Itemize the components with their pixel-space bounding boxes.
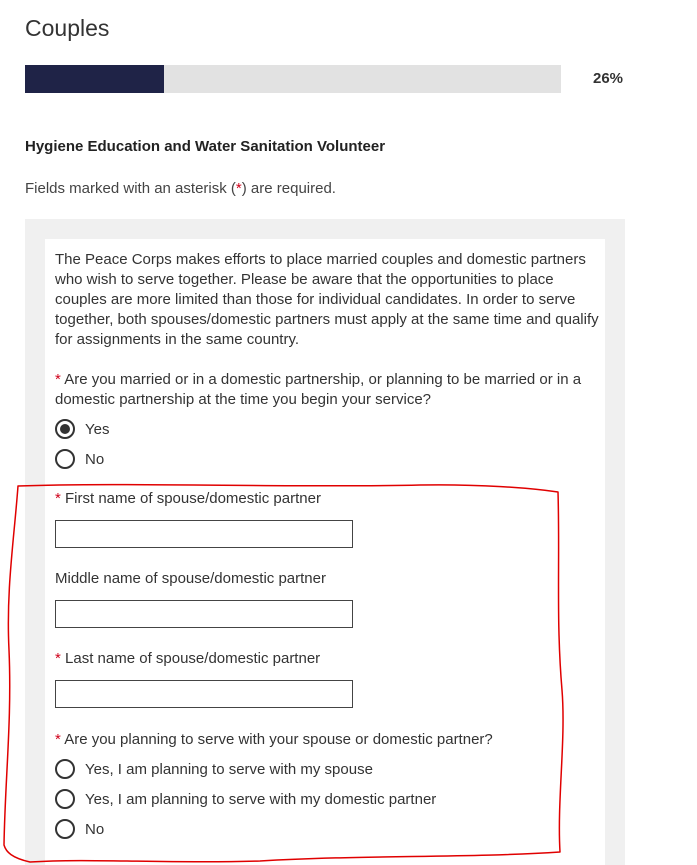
serve-option-no[interactable] xyxy=(55,818,104,840)
progress-percent: 26% xyxy=(593,70,624,87)
married-question-text: Are you married or in a domestic partnership, or planning to be married or in a domestic partnership at the time you begin your service? xyxy=(55,371,582,408)
middle-name-label: Middle name of spouse/domestic partner xyxy=(55,570,326,587)
serve-option-spouse-label: Yes, I am planning to serve with my spouse xyxy=(85,760,373,778)
progress-bar xyxy=(25,65,561,93)
required-fields-note xyxy=(25,180,336,197)
first-name-input[interactable] xyxy=(55,520,353,548)
required-note-text-before: Fields marked with an asterisk ( xyxy=(25,180,236,197)
married-option-yes-label: Yes xyxy=(85,420,110,438)
serve-option-domestic-partner-label: Yes, I am planning to serve with my domestic partner xyxy=(85,790,437,808)
progress-bar-fill xyxy=(25,65,164,93)
radio-domestic-partner[interactable] xyxy=(55,789,75,809)
required-asterisk: * xyxy=(55,650,61,667)
last-name-input[interactable] xyxy=(55,680,353,708)
married-option-no[interactable] xyxy=(55,448,104,470)
required-asterisk: * xyxy=(55,731,61,748)
serve-option-no-label: No xyxy=(85,820,105,838)
required-note-text-after: ) are required. xyxy=(241,180,336,197)
married-option-yes[interactable] xyxy=(55,418,109,440)
middle-name-input[interactable] xyxy=(55,600,353,628)
radio-serve-no[interactable] xyxy=(55,819,75,839)
required-asterisk: * xyxy=(235,180,242,197)
serve-option-domestic-partner[interactable] xyxy=(55,788,436,810)
last-name-label xyxy=(55,650,320,667)
radio-selected-dot xyxy=(60,424,70,434)
radio-yes[interactable] xyxy=(55,419,75,439)
married-question xyxy=(55,370,600,410)
intro-text: The Peace Corps makes efforts to place married couples and domestic partners who wish to serve together. Please be aware that the opportunities to place couples are more limited than those for individual candidates. In order to serve together, both spouses/domestic partners must apply at the same time and qualify for assignments in the same country. xyxy=(55,251,599,348)
radio-spouse[interactable] xyxy=(55,759,75,779)
first-name-label xyxy=(55,490,321,507)
program-title: Hygiene Education and Water Sanitation Volunteer xyxy=(25,138,386,155)
first-name-label-text: First name of spouse/domestic partner xyxy=(65,490,321,507)
serve-question xyxy=(55,731,493,748)
required-asterisk: * xyxy=(55,490,61,507)
serve-question-text: Are you planning to serve with your spouse or domestic partner? xyxy=(64,731,493,748)
page-title: Couples xyxy=(25,15,110,41)
serve-option-spouse[interactable] xyxy=(55,758,373,780)
married-option-no-label: No xyxy=(85,450,105,468)
required-asterisk: * xyxy=(55,371,61,388)
radio-no[interactable] xyxy=(55,449,75,469)
last-name-label-text: Last name of spouse/domestic partner xyxy=(65,650,321,667)
